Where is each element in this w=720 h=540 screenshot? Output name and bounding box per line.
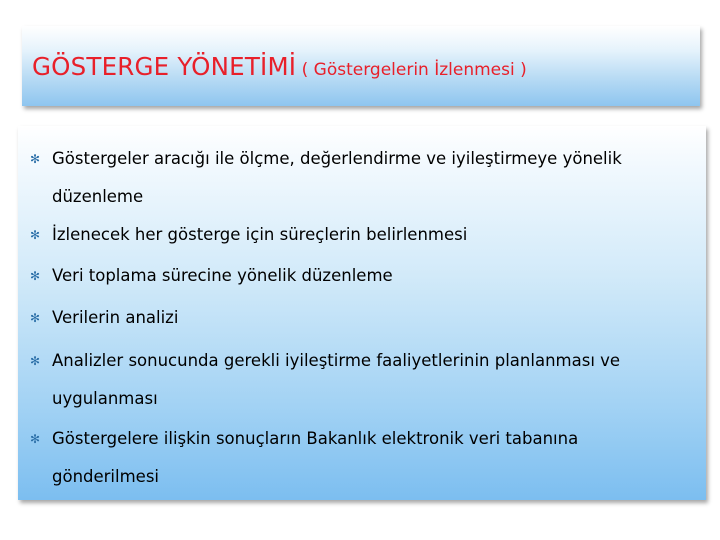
bullet-line-continuation: düzenleme <box>52 187 144 206</box>
bullet-text <box>52 216 698 254</box>
bullet-line: İzlenecek her gösterge için süreçlerin belirlenmesi <box>52 225 468 244</box>
bullet-line-continuation: uygulanması <box>52 389 158 408</box>
bullet-text <box>52 299 698 337</box>
bullet-line: Analizler sonucunda gerekli iyileştirme faaliyetlerinin planlanması ve <box>52 351 621 370</box>
bullet-line-continuation: gönderilmesi <box>52 467 160 486</box>
title-subtitle: ( Göstergelerin İzlenmesi ) <box>296 60 527 80</box>
asterisk-bullet-icon: ✻ <box>29 432 41 446</box>
content-box <box>18 126 706 500</box>
title-main: GÖSTERGE YÖNETİMİ <box>32 52 297 81</box>
bullet-line: Göstergeler aracığı ile ölçme, değerlendirme ve iyileştirmeye yönelik <box>52 149 622 168</box>
slide-title <box>32 52 527 85</box>
asterisk-bullet-icon: ✻ <box>29 269 41 283</box>
asterisk-bullet-icon: ✻ <box>29 311 41 325</box>
bullet-line: Verilerin analizi <box>52 308 179 327</box>
bullet-text <box>52 140 698 216</box>
bullet-text <box>52 420 698 496</box>
asterisk-bullet-icon: ✻ <box>29 354 41 368</box>
bullet-text <box>52 342 698 418</box>
bullet-line: Veri toplama sürecine yönelik düzenleme <box>52 266 393 285</box>
bullet-text <box>52 257 698 295</box>
asterisk-bullet-icon: ✻ <box>29 152 41 166</box>
asterisk-bullet-icon: ✻ <box>29 228 41 242</box>
title-box <box>22 26 700 106</box>
bullet-line: Göstergelere ilişkin sonuçların Bakanlık elektronik veri tabanına <box>52 429 579 448</box>
